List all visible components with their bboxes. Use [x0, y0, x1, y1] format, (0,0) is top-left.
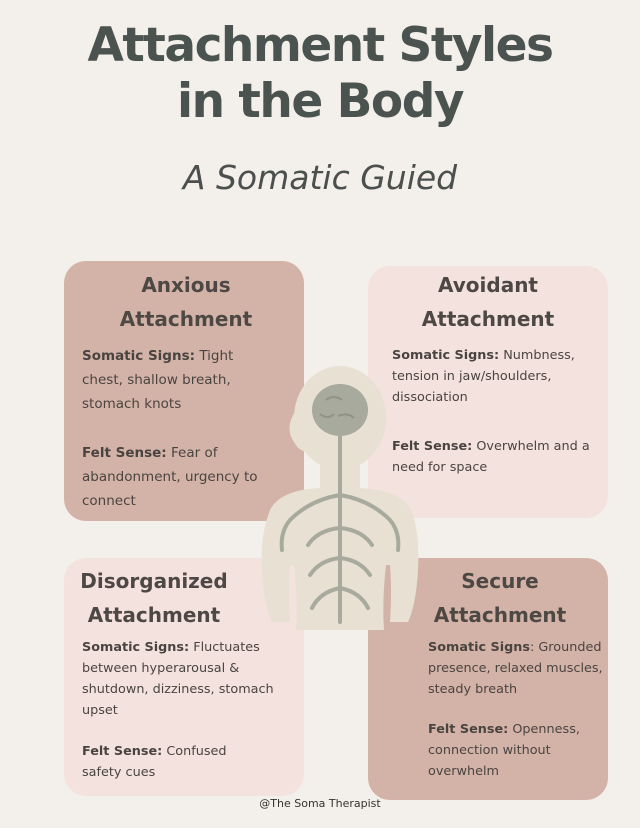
- avoidant-title-line-2: Attachment: [421, 307, 555, 331]
- secure-title-line-2: Attachment: [433, 603, 567, 627]
- page-subtitle: A Somatic Guied: [182, 158, 458, 197]
- anxious-somatic-text: Tight chest, shallow breath, stomach knots: [82, 348, 234, 412]
- disorganized-title-line-2: Attachment: [87, 603, 221, 627]
- avoidant-somatic-label: Somatic Signs:: [392, 348, 500, 363]
- secure-somatic-label: Somatic Signs: [428, 640, 531, 655]
- disorganized-felt-text: Confused safety cues: [82, 744, 227, 780]
- secure-somatic-signs: [428, 637, 604, 700]
- avoidant-felt-text: Overwhelm and a need for space: [392, 439, 590, 475]
- disorganized-somatic-text: Fluctuates between hyperarousal & shutdown, dizziness, stomach upset: [82, 640, 274, 718]
- disorganized-felt-label: Felt Sense:: [82, 744, 163, 759]
- avoidant-somatic-signs: [392, 345, 598, 408]
- page-title: [0, 18, 640, 130]
- avoidant-title: [368, 268, 608, 336]
- avoidant-somatic-text: Numbness, tension in jaw/shoulders, dissociation: [392, 348, 575, 405]
- secure-somatic-text: : Grounded presence, relaxed muscles, steady breath: [428, 640, 603, 697]
- disorganized-somatic-signs: [82, 637, 278, 721]
- anxious-title-line-2: Attachment: [119, 307, 253, 331]
- anxious-felt-label: Felt Sense:: [82, 445, 167, 461]
- brain-icon: [312, 384, 368, 436]
- anxious-title-line-1: Anxious: [141, 273, 231, 297]
- secure-title-line-1: Secure: [461, 569, 539, 593]
- title-line-1: Attachment Styles: [87, 18, 553, 73]
- disorganized-felt-sense: [82, 741, 242, 783]
- avoidant-felt-label: Felt Sense:: [392, 439, 473, 454]
- secure-felt-sense: [428, 719, 598, 782]
- secure-felt-label: Felt Sense:: [428, 722, 509, 737]
- disorganized-title-line-1: Disorganized: [80, 569, 228, 593]
- disorganized-somatic-label: Somatic Signs:: [82, 640, 190, 655]
- anxious-somatic-signs: [82, 344, 272, 416]
- anxious-title: [64, 268, 308, 336]
- secure-felt-text: Openness, connection without overwhelm: [428, 722, 580, 779]
- disorganized-title: [64, 564, 244, 632]
- title-line-2: in the Body: [177, 74, 463, 129]
- anxious-felt-sense: [82, 441, 262, 513]
- secure-title: [400, 564, 600, 632]
- avoidant-title-line-1: Avoidant: [437, 273, 538, 297]
- avoidant-felt-sense: [392, 436, 602, 478]
- anxious-felt-text: Fear of abandonment, urgency to connect: [82, 445, 258, 509]
- anxious-somatic-label: Somatic Signs:: [82, 348, 196, 364]
- credit-text: @The Soma Therapist: [259, 797, 381, 810]
